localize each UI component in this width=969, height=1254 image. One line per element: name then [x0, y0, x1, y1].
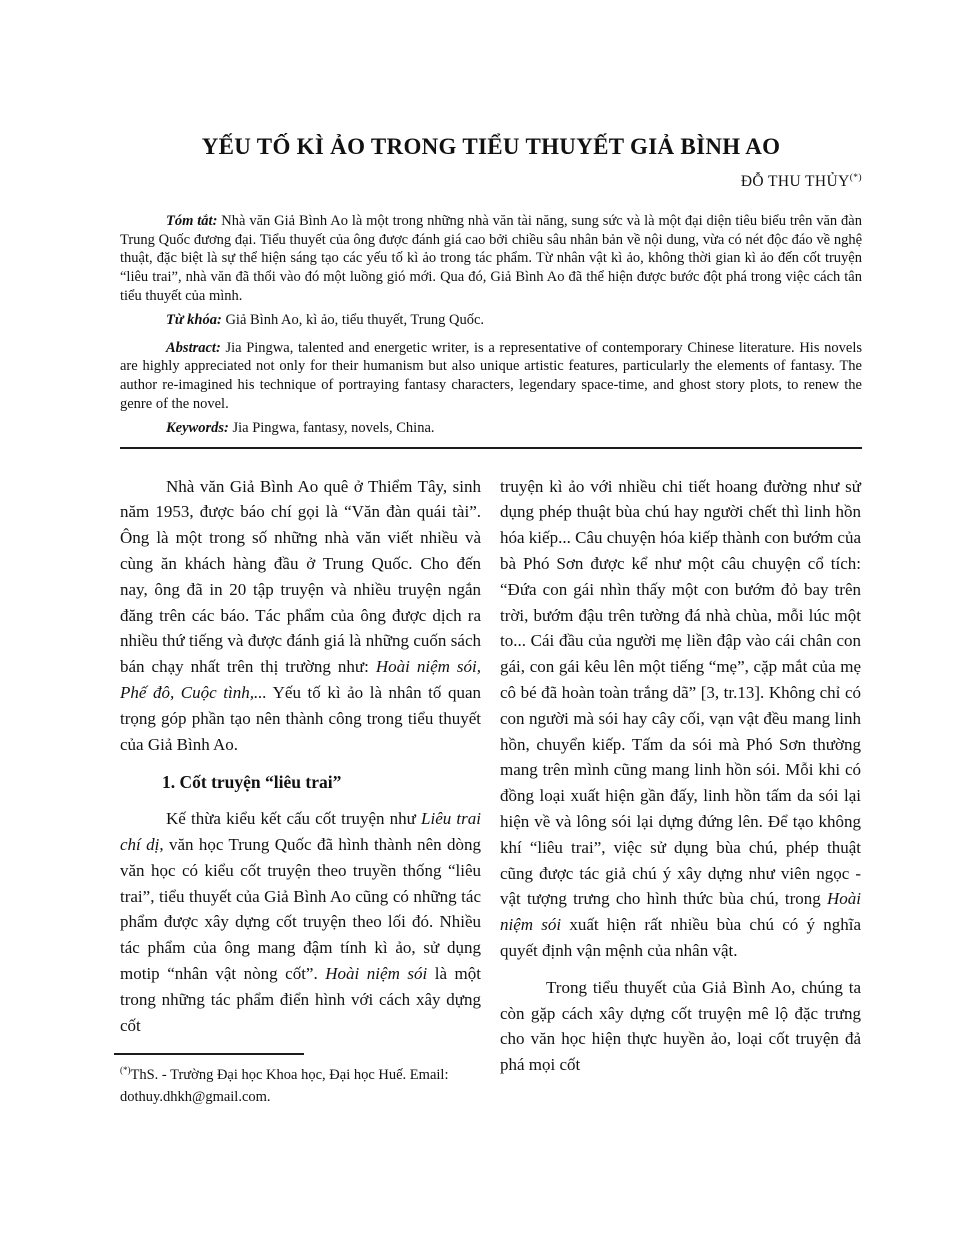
right-column — [500, 474, 861, 1109]
abstract-vi-label: Tóm tắt: — [166, 213, 218, 230]
section-1-paragraph — [120, 806, 481, 1038]
intro-text: Nhà văn Giả Bình Ao quê ở Thiểm Tây, sinh năm 1953, được báo chí gọi là “Văn đàn quái tài”. Ông là một trong số những nhà văn viết nhiều và cùng ăn khách hàng đầu ở Trung Quốc. Cho đến nay, ông đã in 20 tập truyện và nhiều truyện ngắn đăng trên các báo. Tác phẩm của ông được dịch ra nhiều thứ tiếng và được đánh giá là những cuốn sách bán chạy nhất trên thị trường như: — [120, 476, 481, 677]
book-title-lieu-trai-italic: Liêu trai chí dị — [120, 809, 481, 855]
author-line — [120, 173, 862, 191]
book-titles-italic: Hoài niệm sói, Phế đô, Cuộc tình,... — [120, 657, 481, 703]
author-name: ĐỖ THU THỦY — [740, 173, 850, 191]
book-title-italic-right: Hoài niệm sói — [500, 889, 861, 935]
abstract-vi-paragraph — [120, 212, 862, 305]
intro-paragraph — [120, 474, 481, 758]
body-columns — [120, 474, 862, 1109]
page-title: YẾU TỐ KÌ ẢO TRONG TIỂU THUYẾT GIẢ BÌNH AO — [201, 134, 781, 159]
section-1-text: Kế thừa kiểu kết cấu cốt truyện như — [166, 809, 422, 829]
footnote-text: ThS. - Trường Đại học Khoa học, Đại học Huế. Email: dothuy.dhkh@gmail.com. — [120, 1067, 449, 1105]
continuation-paragraph — [500, 474, 861, 964]
abstract-section — [120, 212, 862, 438]
keywords-en-text: Jia Pingwa, fantasy, novels, China. — [228, 420, 435, 437]
abstract-en-label: Abstract: — [166, 339, 221, 356]
continuation-text-end: xuất hiện rất nhiều bùa chú có ý nghĩa quyết định vận mệnh của nhân vật. — [500, 915, 862, 961]
keywords-en-label: Keywords: — [166, 420, 229, 437]
section-1-text-mid: , văn học Trung Quốc đã hình thành nên dòng văn học có kiểu cốt truyện theo truyền thống “liêu trai”, tiểu thuyết của Giả Bình Ao cũng có những tác phẩm được xây dựng cốt truyện theo lối đó. Nhiều tác phẩm của ông mang đậm tính kì ảo, sử dụng motip “nhân vật nòng cốt”. — [120, 835, 481, 984]
keywords-vi-paragraph — [120, 311, 862, 330]
footnote-marker: (*) — [120, 1065, 131, 1076]
keywords-vi-label: Từ khóa: — [166, 312, 222, 329]
abstract-divider-rule — [120, 447, 862, 449]
abstract-en-text: Jia Pingwa, talented and energetic writer, is a representative of contemporary Chinese literature. His novels are highly appreciated not only for their humanism but also unique artistic features, particularly the elements of fantasy. The author re-imagined his technique of portraying fantasy characters, legendary space-time, and ghost story plots, to renew the genre of the novel. — [120, 339, 862, 412]
footnote-separator-rule — [114, 1053, 304, 1055]
left-column — [120, 474, 481, 1109]
intro-text-end: Yếu tố kì ảo là nhân tố quan trọng góp phần tạo nên thành công trong tiểu thuyết của Giả Bình Ao. — [120, 683, 482, 754]
section-1-heading: 1. Cốt truyện “liêu trai” — [162, 772, 342, 793]
keywords-vi-text: Giả Bình Ao, kì ảo, tiểu thuyết, Trung Quốc. — [221, 312, 485, 329]
book-title-hoai-niem-soi-italic: Hoài niệm sói — [325, 964, 428, 984]
abstract-en-paragraph — [120, 339, 862, 413]
author-footnote-marker: (*) — [849, 173, 862, 183]
section-1-text-end: là một trong những tác phẩm điển hình với cách xây dựng cốt — [120, 964, 481, 1035]
continuation-text: truyện kì ảo với nhiều chi tiết hoang đường như sử dụng phép thuật bùa chú hay người chết thì linh hồn hóa kiếp... Câu chuyện hóa kiếp thành con bướm của bà Phó Sơn được kể như một câu chuyện cổ tích: “Đứa con gái nhìn thấy một con bướm đỏ bay trên trời, bướm đậu trên tường đá nhà chùa, mỗi lúc một to... Cái đầu của người mẹ liền đập vào cái chân con gái, con gái kêu lên một tiếng “mẹ”, cặp mắt của mẹ cô bé đã hoàn toàn trắng dã” [3, tr.13]. Không chỉ có con người mà sói hay cây cối, vạn vật đều mang linh hồn, chuyển kiếp. Tấm da sói mà Phó Sơn thường mang trên mình cũng mang linh hồn sói. Mỗi khi có đồng loại xuất hiện gần đấy, linh hồn tấm da sói lại hiện về và lông sói lại dựng đứng lên. Để tạo không khí “liêu trai”, việc sử dụng bùa chú, phép thuật cũng được tác giả chú ý xây dựng như viên ngọc - vật tượng trưng cho hình thức bùa chú, trong — [500, 476, 861, 909]
abstract-vi-text: Nhà văn Giả Bình Ao là một trong những nhà văn tài năng, sung sức và là một đại diện tiêu biểu trên văn đàn Trung Quốc đương đại. Tiểu thuyết của ông được đánh giá cao bởi chiều sâu nhân bản về nội dung, vừa có nét độc đáo về nghệ thuật, đặc biệt là sự thể hiện sáng tạo các yếu tố kì ảo trong tác phẩm. Từ nhân vật kì ảo, không thời gian kì ảo đến cốt truyện “liêu trai”, nhà văn đã thổi vào đó một luồng gió mới. Qua đó, Giả Bình Ao đã thể hiện được bước đột phá trong việc cách tân tiểu thuyết của mình. — [120, 213, 862, 304]
maze-plot-paragraph: Trong tiểu thuyết của Giả Bình Ao, chúng ta còn gặp cách xây dựng cốt truyện mê lộ đặc trưng cho văn học hiện thực huyền ảo, loại cốt truyện đả phá mọi cốt — [500, 977, 861, 1075]
keywords-en-paragraph — [120, 419, 862, 438]
footnote-block — [120, 1053, 481, 1108]
